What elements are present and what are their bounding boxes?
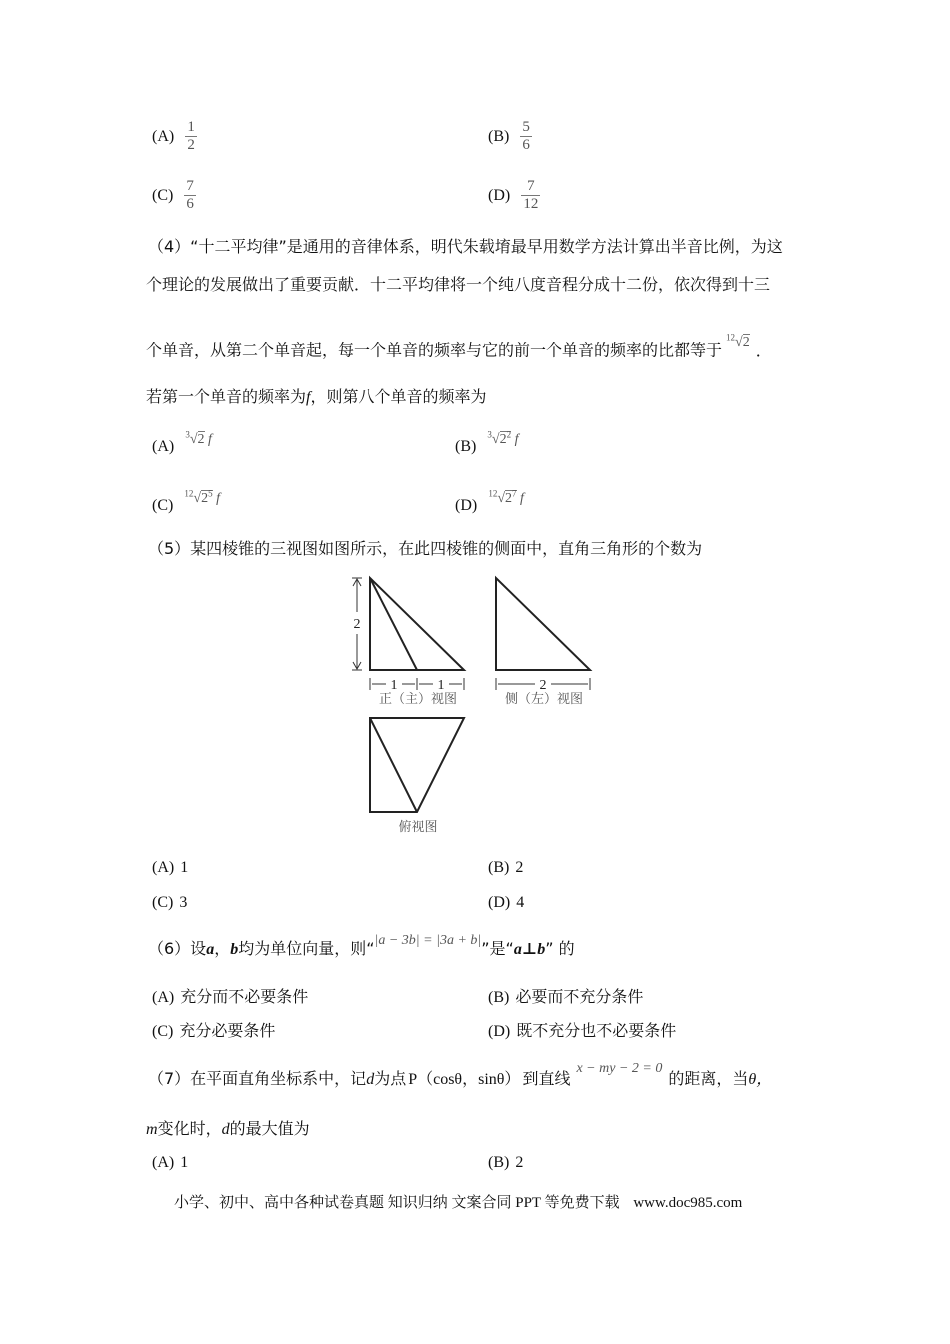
option-label: (D) [488, 1023, 511, 1040]
option-label: (B) [455, 437, 477, 455]
denominator: 6 [186, 196, 194, 212]
option-text: 1 [180, 1154, 189, 1171]
root-expression: $^{12}√2^5$ f [184, 488, 220, 506]
point-p: P（cosθ，sinθ） [408, 1071, 521, 1088]
front-view-outline [370, 578, 464, 670]
variable-f: f [208, 431, 212, 447]
variable-f: f [216, 490, 220, 506]
root-index: 3 [487, 429, 492, 439]
root-expression: $^3$√2 f [185, 429, 212, 447]
root-base: 2 [197, 431, 205, 447]
q3-option-a [152, 119, 197, 154]
period: ． [755, 340, 772, 360]
q4-option-c [152, 488, 220, 517]
option-label: (D) [488, 894, 511, 911]
front-view-inner-edge [370, 578, 417, 670]
option-text: 1 [180, 859, 189, 876]
q6-option-b [488, 987, 643, 1008]
q7-stem-line-2 [146, 1118, 310, 1141]
perpendicular-condition: a⊥b [513, 941, 546, 958]
numerator: 1 [187, 119, 195, 135]
root-radicand: 2 [742, 334, 750, 350]
option-text: 充分必要条件 [179, 1021, 276, 1040]
footer-text: 小学、初中、高中各种试卷真题 知识归纳 文案合同 PPT 等免费下载 [174, 1195, 620, 1211]
q6-mid: 均为单位向量，则“ [238, 939, 375, 958]
q4-option-a [152, 429, 212, 458]
root-index: 12 [184, 488, 194, 498]
option-text: 2 [515, 1154, 524, 1171]
q5-option-c [152, 892, 187, 913]
variable-f: f [306, 389, 311, 406]
page-footer [174, 1191, 742, 1212]
q3-option-c [152, 178, 196, 213]
denominator: 2 [187, 137, 195, 153]
option-label: (D) [455, 496, 478, 514]
root-index: 3 [185, 429, 190, 439]
q6-option-d [488, 1021, 676, 1042]
option-text: 既不充分也不必要条件 [516, 1021, 677, 1040]
q4-stem-line-2: 个理论的发展做出了重要贡献．十二平均律将一个纯八度音程分成十二份，依次得到十三 [146, 275, 771, 294]
line-equation: x − my − 2 = 0 [576, 1061, 663, 1076]
fraction [185, 119, 197, 154]
option-text: 充分而不必要条件 [180, 987, 309, 1006]
option-text: 3 [179, 894, 188, 911]
q7-mid-2: 到直线 [522, 1069, 571, 1088]
root-expression: $^3√2^2$ f [487, 429, 519, 447]
side-width-label: 2 [539, 678, 547, 693]
q3-option-b [488, 119, 532, 154]
option-label: (C) [152, 894, 174, 911]
exponent: 2 [506, 429, 512, 439]
variable-f: f [514, 431, 519, 447]
nth-root: $^{12}$√2 [726, 332, 750, 350]
option-text: 2 [515, 859, 524, 876]
q7-mid-1: 为点 [374, 1069, 407, 1088]
q6-post: ”是“ [481, 939, 514, 958]
option-label: (A) [152, 989, 175, 1006]
q4-line-4-pre: 若第一个单音的频率为 [146, 387, 307, 406]
three-view-figure [340, 570, 610, 840]
height-label: 2 [353, 617, 361, 632]
q7-option-a [152, 1152, 188, 1173]
q5-option-b [488, 857, 523, 878]
fraction [520, 119, 532, 154]
option-label: (D) [488, 187, 511, 204]
q4-option-d [455, 488, 524, 517]
q6-pre: （6）设 [148, 939, 207, 958]
q7-option-b [488, 1152, 523, 1173]
q4-stem-line-3 [146, 332, 772, 364]
footer-url[interactable]: www.doc985.com [633, 1195, 743, 1211]
fraction [521, 178, 540, 213]
option-label: (A) [152, 859, 175, 876]
option-label: (C) [152, 1023, 174, 1040]
q7-end: 的最大值为 [229, 1119, 310, 1138]
front-width-right-label: 1 [437, 678, 445, 693]
q7-mid-3: 的距离，当 [668, 1069, 749, 1088]
numerator: 7 [186, 178, 194, 194]
variable-d: d [221, 1121, 230, 1138]
q5-option-a [152, 857, 188, 878]
vector-a: a [206, 941, 215, 958]
q7-stem-line-1 [148, 1061, 773, 1092]
denominator: 12 [523, 196, 539, 212]
vector-b: b [230, 941, 239, 958]
side-view-caption: 侧（左）视图 [504, 692, 584, 707]
q5-option-d [488, 892, 524, 913]
root-base: 2 [499, 431, 507, 447]
q6-stem [148, 933, 575, 962]
top-view-caption: 俯视图 [398, 820, 438, 835]
option-label: (B) [488, 1154, 510, 1171]
variable-theta: θ， [748, 1071, 773, 1088]
root-base: 2 [201, 490, 209, 506]
numerator: 7 [521, 178, 540, 196]
q7-mid-4: 变化时， [157, 1119, 222, 1138]
q6-option-c [152, 1021, 275, 1042]
side-view-outline [496, 578, 590, 670]
exponent: 5 [208, 488, 213, 498]
numerator: 5 [522, 119, 530, 135]
denominator: 6 [522, 137, 530, 153]
exponent: 7 [512, 488, 517, 498]
variable-d: d [366, 1071, 375, 1088]
variable-f: f [520, 490, 524, 506]
q7-pre: （7）在平面直角坐标系中，记 [148, 1069, 367, 1088]
option-label: (A) [152, 128, 175, 145]
option-label: (A) [152, 437, 175, 455]
root-base: 2 [505, 490, 512, 506]
q6-end: ” 的 [545, 939, 575, 958]
option-label: (B) [488, 128, 510, 145]
q4-line-3-text: 个单音，从第二个单音起，每一个单音的频率与它的前一个单音的频率的比都等于 [146, 340, 723, 360]
option-label: (C) [152, 496, 174, 514]
option-text: 4 [516, 894, 525, 911]
top-view-diagonal [370, 718, 417, 812]
q3-option-d [488, 178, 540, 213]
fraction [184, 178, 196, 213]
q6-option-a [152, 987, 308, 1008]
top-view-outline [370, 718, 464, 812]
q5-stem: （5）某四棱锥的三视图如图所示，在此四棱锥的侧面中，直角三角形的个数为 [148, 539, 703, 558]
root-expression: $^{12}√2^7$ f [488, 488, 524, 506]
option-label: (C) [152, 187, 174, 204]
vector-equation: |a − 3b| = |3a + b| [374, 933, 482, 948]
q4-stem-line-4 [146, 386, 486, 409]
root-index: 12 [488, 488, 498, 498]
variable-m: m [146, 1121, 158, 1138]
option-label: (A) [152, 1154, 175, 1171]
q4-stem-line-1: （4）“十二平均律”是通用的音律体系，明代朱载堉最早用数学方法计算出半音比例，为这 [148, 237, 783, 256]
option-text: 必要而不充分条件 [515, 987, 644, 1006]
option-label: (B) [488, 859, 510, 876]
root-index: 12 [726, 332, 736, 342]
separator: ， [214, 939, 231, 958]
front-view-caption: 正（主）视图 [378, 692, 458, 707]
option-label: (B) [488, 989, 510, 1006]
q4-line-4-post: ，则第八个单音的频率为 [310, 387, 487, 406]
front-width-left-label: 1 [390, 678, 398, 693]
q4-option-b [455, 429, 519, 458]
